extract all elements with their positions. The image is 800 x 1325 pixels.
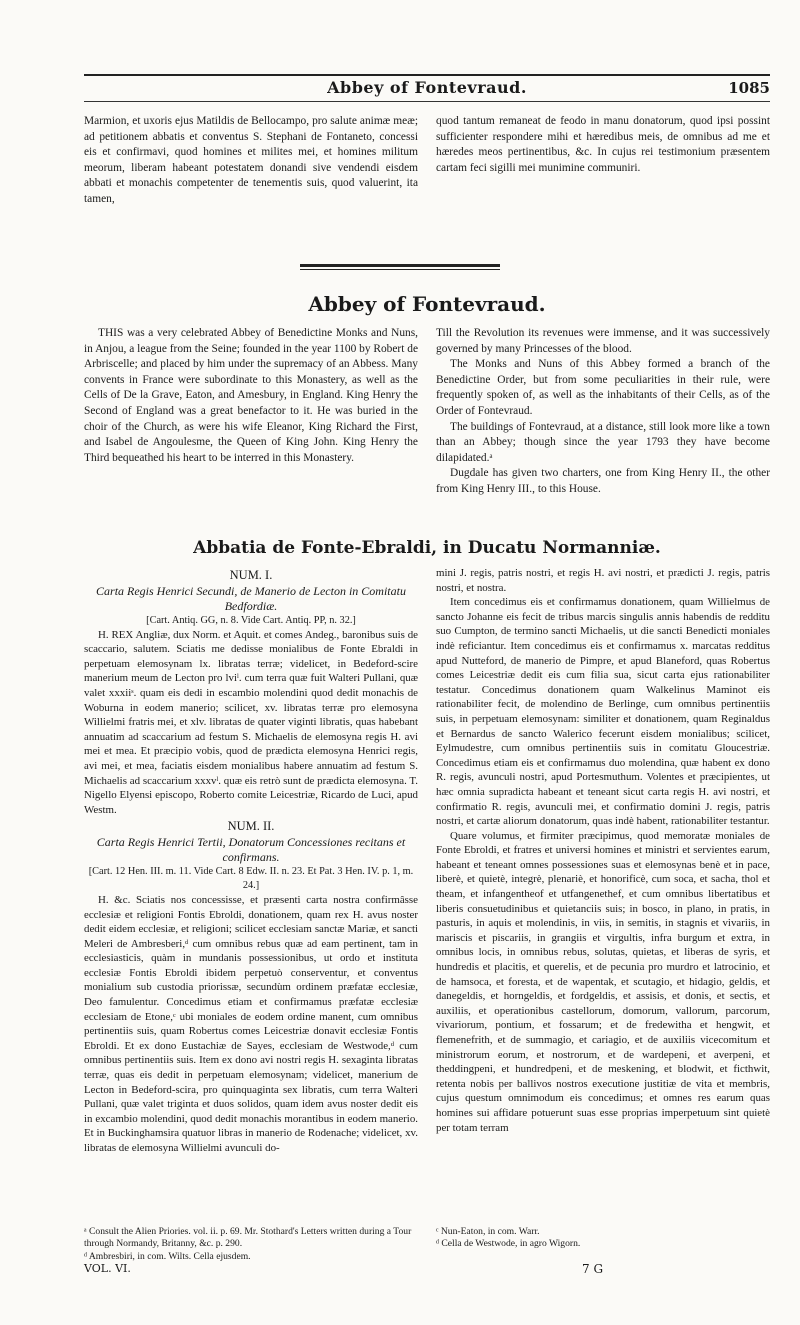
page-number: 1085 <box>728 79 770 97</box>
charters-heading: Abbatia de Fonte-Ebraldi, in Ducatu Normanniæ. <box>193 538 661 558</box>
history-paragraph: THIS was a very celebrated Abbey of Benedictine Monks and Nuns, in Anjou, a league from the Seine; founded in the year 1100 by Robert de Arbriscelle; and placed by him under the supremacy of an Abbess. Many convents in France were subordinate to this Monastery, as well as the Cells of De la Grave, Eaton, and Amesbury, in England. King Henry the Second of England was a great benefactor to it. He was buried in the choir of the Church, as were his wife Eleanor, King Richard the First, and Isabel de Angoulesme, the Queen of King John. King Henry the Third bequeathed his heart to be interred in this Monastery. <box>84 327 418 464</box>
history-paragraph: The buildings of Fontevraud, at a distance, still look more like a town than an Abbey; though since the year 1793 they have become dilapidated.ᵃ <box>436 420 770 464</box>
section-rule <box>300 264 500 267</box>
top-rule <box>84 74 770 76</box>
footnote: ᵈ Ambresbiri, in com. Wilts. Cella ejusdem. <box>84 1250 251 1262</box>
history-right-column <box>436 326 770 498</box>
charter-number: NUM. II. <box>227 819 275 834</box>
charter-text: mini J. regis, patris nostri, et regis H. avi nostri, et prædicti J. regis, patris nostri, et nostra. <box>436 567 770 594</box>
volume-signature: VOL. VI. <box>84 1262 131 1275</box>
history-paragraph: Dugdale has given two charters, one from King Henry II., the other from King Henry III., to this House. <box>436 467 770 495</box>
history-left-column <box>84 326 418 466</box>
charter-citation: [Cart. Antiq. GG, n. 8. Vide Cart. Antiq. PP, n. 32.] <box>146 614 356 626</box>
charter-citation: [Cart. 12 Hen. III. m. 11. Vide Cart. 8 Edw. II. n. 23. Et Pat. 3 Hen. IV. p. 1, m. 24.] <box>88 865 414 891</box>
charter-number: NUM. I. <box>229 568 273 582</box>
intro-right-column <box>436 114 770 176</box>
header-rule <box>84 101 770 102</box>
section-rule-thin <box>300 269 500 270</box>
charter-text: Item concedimus eis et confirmamus donationem, quam Willielmus de sancto Johanne eis fecit de tribus marcis singulis annis habendis de redditu suo Cumpton, de termino sancti Michaelis, ut die sancti Benedicti moniales indè reficiantur. Item concedimus eis et confirmamus x. marcatas redditus apud Nutteford, de manerio de Pimpre, et apud Blaneford, quas Robertus comes Leicestriæ dedit eis cum filia sua, sicut carta ejus rationabiliter testatur. Concedimus donationem quam Walkelinus Maminot eis rationabiliter fecit, de molendino de Berlinge, cum omnibus pertinentiis suis, in perpetuam elemosynam: similiter et donationem, quam Reginaldus et Bernardus de sancto Walerico fecerunt eisdem monialibus; scilicet, Eylmudestre, cum omnibus pertinentiis suis in comitatu Gloucestriæ. Concedimus etiam eis et confirmamus duo molendina, quæ habent ex dono R. regis, avunculi nostri, apud Portesmuthum. Volentes et præcipientes, ut hæc omnia supradicta habeant et teneant sicut carta regis H. avi nostri, et confirmatio R. regis, avunculi mei, et confirmatio domini J. regis, patris nostri, et cartæ aliorum donatorum, quas indè habent, rationabiliter testantur. <box>436 596 770 828</box>
section-heading: Abbey of Fontevraud. <box>308 292 546 316</box>
charter-text: Quare volumus, et firmiter præcipimus, quod memoratæ moniales de Fonte Ebroldi, et fratres et universi homines et ministri et servientes earum, habeant et teneant omnes possessiones suas et elemosynas benè et in pace, liberè, et quietè, integrè, plenariè, et honorificè, cum soca, et sacha, thol et theam, et infangentheof et utfangenethef, et cum omnibus libertatibus et liberis consuetudinibus et quietanciis suis; in bosco, in plano, in pratis, in pasturis, in aquis et molendinis, in viis, in semitis, in stagnis et vivariis, in mariscis et piscariis, in grangiis et virgultis, infra burgum et extra, in omnibus locis, in omnibus rebus, solutas, quietas, et liberas de syris, et hundredis et placitis, et querelis, et de pecunia pro murdro et latrocinio, et de hamsoca, et foresta, et de wapentak, et scutagio, et hidagio, geldis, et danegeldis, et horngeldis, et fordgeldis, et assisis, et donis, et sectis, et auxiliis, et operationibus castellorum, domorum, vallorum, parcorum, vivariorum, pontium, et fossarum; et de fredewitha et hengwit, et flemenefrith, et de summagio, et cariagio, et de auxiliis vicecomitum et ministrorum eorum, et nostrorum, et de wardepeni, et averpeni, et theddingpeni, et hundredpeni, et de meskening, et blodwit, et ficthwit, retenta nobis per ballivos nostros executione justitiæ de vita et membris, cujus questum omnimodum eis concedimus; et omnes res earum quas homines sui affidare potuerunt suas esse proprias imperpetuum sint quietè per totam terram <box>436 829 770 1134</box>
footnote: ᵃ Consult the Alien Priories. vol. ii. p. 69. Mr. Stothard's Letters written during a Tour through Normandy, Britanny, &c. p. 290. <box>84 1226 412 1250</box>
gathering-mark: 7 G <box>582 1262 604 1276</box>
charters-left-column <box>84 566 418 1156</box>
intro-left-text: Marmion, et uxoris ejus Matildis de Bellocampo, pro salute animæ meæ; ad petitionem abbatis et conventus S. Stephani de Fontaneto, concessi eis et confirmavi, quod homines et milites mei, et homines militum meorum, liberam habeant potestatem donandi sive vendendi eisdem abbati et monachis competenter de tenementis suis, quod valuerint, ita tamen, <box>84 115 418 205</box>
running-title: Abbey of Fontevraud. <box>327 78 527 97</box>
history-paragraph: Till the Revolution its revenues were immense, and it was successively governed by many Princesses of the blood. <box>436 327 770 355</box>
intro-right-text: quod tantum remaneat de feodo in manu donatorum, quod ipsi possint sufficienter respondere mihi et hæredibus meis, de omnibus ad me et hæredes meos pertinentibus, &c. In cujus rei testimonium præsentem cartam feci sigilli mei munimine communiri. <box>436 115 770 174</box>
footnote: ᵈ Cella de Westwode, in agro Wigorn. <box>436 1238 581 1250</box>
running-head <box>84 74 770 104</box>
intro-left-column <box>84 114 418 208</box>
footnote: ᶜ Nun-Eaton, in com. Warr. <box>436 1226 540 1237</box>
charter-text: H. &c. Sciatis nos concessisse, et præsenti carta nostra confirmâsse ecclesiæ et religioni Fontis Ebroldi, donationem, quam rex H. avus noster dedit eidem ecclesiæ, et religioni; scilicet ecclesiam sanctæ Mariæ, et sancti Meleri de Ambresberi,ᵈ cum omnibus rebus quæ ad eam pertinent, tam in ecclesiasticis, quàm in mundanis possessionibus, ut ordo et instituta ecclesiæ Fontis Ebroldi ibidem perpetuò conserventur, et conventus monialium sub custodia priorissæ, secundùm ordinem præfatæ ecclesiæ, Deo famulentur. Concedimus etiam et confirmamus præfatæ ecclesiæ ecclesiam de Etone,ᶜ ubi moniales de eodem ordine manent, cum omnibus pertinentiis suis, quam Robertus comes Leicestriæ donavit ecclesiæ Fontis Ebroldi. Et ex dono Eustachiæ de Sayes, ecclesiam de Westwode,ᵈ cum omnibus pertinentiis suis. Item ex dono avi nostri regis H. sexaginta libratas terræ, quas eis dedit in perpetuam elemosynam; videlicet, manerium de Lecton in Bedeford-scira, pro quinquaginta sex libratis, cum terra Walteri Pullani, quæ valet triginta et duos solidos, quam idem avus noster dedit eis in excambio molendini, quod dedit monachis morantibus in eodem manerio. Et in Buckinghamsira quatuor libras in manerio de Rodenache; videlicet, xv. libratas de elemosyna Willielmi avunculi do- <box>84 893 418 1154</box>
charters-right-column <box>436 566 770 1135</box>
charter-title: Carta Regis Henrici Secundi, de Manerio de Lecton in Comitatu Bedfordiæ. <box>96 583 406 613</box>
history-paragraph: The Monks and Nuns of this Abbey formed a branch of the Benedictine Order, but from some peculiarities in their rule, were frequently spoken of, as well as the inhabitants of their Cells, as of the Order of Fontevraud. <box>436 358 770 417</box>
footnotes-right <box>436 1226 770 1251</box>
charter-text: H. REX Angliæ, dux Norm. et Aquit. et comes Andeg., baronibus suis de scaccario, salutem. Sciatis me dedisse monialibus de Fonte Ebraldi in perpetuam elemosynam lx. libratas terræ; videlicet, in Bedeford-scire manerium meum de Lecton pro lviˡ. cum terra quæ fuit Walteri Pullani, quæ valet xxxiiˢ. quam eis dedi in escambio molendini quod dedit monachis de Woburna in eodem manerio; scilicet, xv. libratas terræ pro elemosyna Willielmi fratris mei, et xlv. libratas de quater viginti libratis, quas habebant annuatim ad scaccarium ad festum S. Michaelis de elemosyna regis H. avi mei et mea. Et præcipio vobis, quod de prædicta elemosyna Henrici regis, avi mei, et mea, faciatis eisdem monialibus habere annuatim ad festum S. Michaelis ad scaccarium xxxvˡ. quæ eis retrò sunt de prædicta elemosyna. T. Nigello Elyensi episcopo, Roberto comite Leicestriæ, Ricardo de Luci, apud Westm. <box>84 628 418 816</box>
charter-title: Carta Regis Henrici Tertii, Donatorum Concessiones recitans et confirmans. <box>96 834 406 864</box>
footnotes-left <box>84 1226 418 1263</box>
